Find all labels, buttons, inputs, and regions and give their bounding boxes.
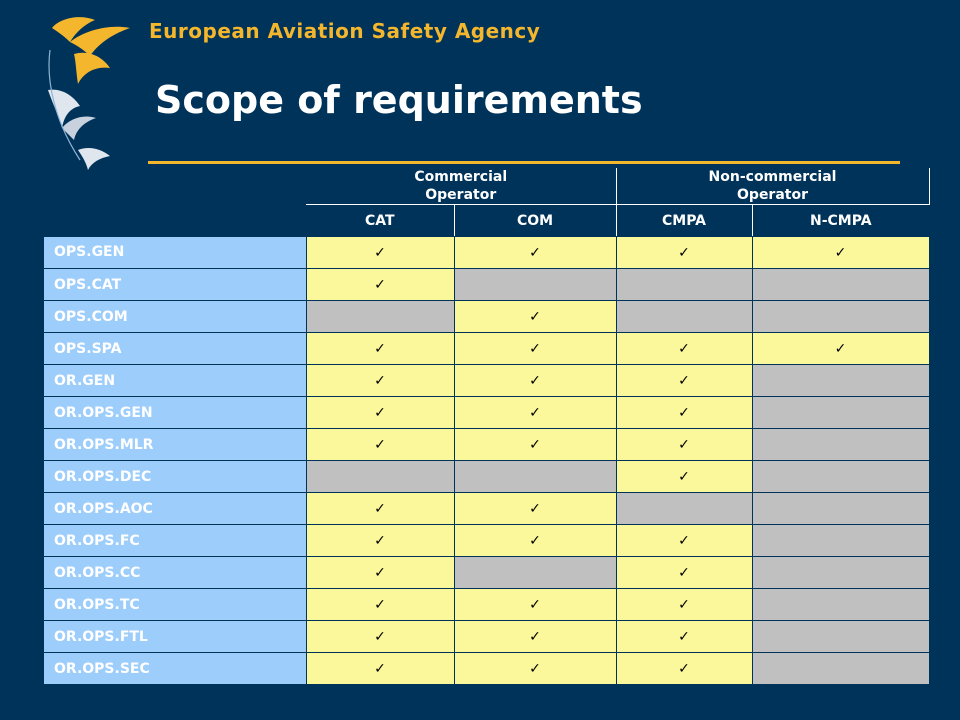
column-header-cat: CAT (306, 205, 454, 237)
check-icon: ✓ (678, 436, 690, 453)
applicable-cell (454, 589, 616, 621)
applicable-cell (306, 237, 454, 269)
check-icon: ✓ (374, 596, 386, 613)
not-applicable-cell (616, 493, 752, 525)
check-icon: ✓ (374, 500, 386, 517)
not-applicable-cell (752, 397, 929, 429)
applicable-cell (752, 237, 929, 269)
applicable-cell (454, 621, 616, 653)
table-row (44, 557, 929, 589)
applicable-cell (306, 333, 454, 365)
check-icon: ✓ (678, 596, 690, 613)
check-icon: ✓ (678, 660, 690, 677)
not-applicable-cell (752, 621, 929, 653)
group-header-row (44, 168, 929, 205)
corner-cell (44, 168, 306, 205)
not-applicable-cell (752, 493, 929, 525)
check-icon: ✓ (529, 340, 541, 357)
check-icon: ✓ (374, 660, 386, 677)
check-icon: ✓ (678, 244, 690, 261)
row-label: OPS.SPA (44, 333, 306, 365)
check-icon: ✓ (529, 308, 541, 325)
requirements-table (44, 168, 930, 685)
applicable-cell (454, 237, 616, 269)
check-icon: ✓ (374, 372, 386, 389)
group-non-commercial-operator (616, 168, 929, 205)
group-commercial-line2: Operator (425, 187, 497, 203)
applicable-cell (306, 365, 454, 397)
check-icon: ✓ (678, 404, 690, 421)
column-header-row (44, 205, 929, 237)
applicable-cell (454, 493, 616, 525)
applicable-cell (306, 397, 454, 429)
table-row (44, 653, 929, 685)
table-row (44, 333, 929, 365)
not-applicable-cell (752, 525, 929, 557)
applicable-cell (454, 301, 616, 333)
check-icon: ✓ (529, 244, 541, 261)
column-header-cmpa: CMPA (616, 205, 752, 237)
check-icon: ✓ (374, 628, 386, 645)
not-applicable-cell (616, 269, 752, 301)
table-row (44, 493, 929, 525)
check-icon: ✓ (374, 276, 386, 293)
applicable-cell (454, 525, 616, 557)
row-label: OR.OPS.AOC (44, 493, 306, 525)
check-icon: ✓ (834, 244, 847, 261)
applicable-cell (616, 653, 752, 685)
table-body (44, 237, 929, 685)
check-icon: ✓ (529, 436, 541, 453)
check-icon: ✓ (678, 468, 690, 485)
table-row (44, 365, 929, 397)
not-applicable-cell (454, 461, 616, 493)
check-icon: ✓ (529, 404, 541, 421)
check-icon: ✓ (374, 532, 386, 549)
agency-name: European Aviation Safety Agency (149, 19, 541, 43)
applicable-cell (306, 557, 454, 589)
applicable-cell (616, 589, 752, 621)
table-row (44, 269, 929, 301)
not-applicable-cell (752, 557, 929, 589)
applicable-cell (306, 621, 454, 653)
check-icon: ✓ (529, 500, 541, 517)
row-label: OPS.GEN (44, 237, 306, 269)
title-underline (148, 161, 900, 164)
applicable-cell (306, 653, 454, 685)
applicable-cell (616, 461, 752, 493)
check-icon: ✓ (678, 532, 690, 549)
not-applicable-cell (752, 269, 929, 301)
check-icon: ✓ (374, 564, 386, 581)
row-label: OPS.CAT (44, 269, 306, 301)
applicable-cell (306, 525, 454, 557)
check-icon: ✓ (529, 532, 541, 549)
applicable-cell (454, 653, 616, 685)
applicable-cell (616, 557, 752, 589)
applicable-cell (752, 333, 929, 365)
easa-logo (40, 10, 140, 170)
applicable-cell (616, 525, 752, 557)
applicable-cell (616, 621, 752, 653)
check-icon: ✓ (529, 372, 541, 389)
not-applicable-cell (306, 461, 454, 493)
check-icon: ✓ (678, 340, 690, 357)
row-label: OR.OPS.MLR (44, 429, 306, 461)
check-icon: ✓ (374, 340, 386, 357)
applicable-cell (616, 237, 752, 269)
check-icon: ✓ (374, 436, 386, 453)
column-header-n-cmpa: N-CMPA (752, 205, 929, 237)
applicable-cell (616, 429, 752, 461)
group-non-commercial-line1: Non-commercial (708, 169, 837, 185)
applicable-cell (454, 333, 616, 365)
group-commercial-operator (306, 168, 616, 205)
applicable-cell (616, 365, 752, 397)
row-label: OR.OPS.FC (44, 525, 306, 557)
check-icon: ✓ (374, 244, 386, 261)
check-icon: ✓ (678, 372, 690, 389)
check-icon: ✓ (529, 596, 541, 613)
table-row (44, 461, 929, 493)
row-label: OR.OPS.GEN (44, 397, 306, 429)
not-applicable-cell (306, 301, 454, 333)
table-row (44, 429, 929, 461)
table-row (44, 397, 929, 429)
not-applicable-cell (454, 557, 616, 589)
check-icon: ✓ (529, 628, 541, 645)
check-icon: ✓ (834, 340, 847, 357)
group-non-commercial-line2: Operator (737, 187, 808, 203)
group-commercial-line1: Commercial (414, 169, 508, 185)
row-label: OR.OPS.DEC (44, 461, 306, 493)
not-applicable-cell (454, 269, 616, 301)
column-header-com: COM (454, 205, 616, 237)
check-icon: ✓ (529, 660, 541, 677)
applicable-cell (616, 397, 752, 429)
not-applicable-cell (752, 429, 929, 461)
not-applicable-cell (752, 301, 929, 333)
table-row (44, 301, 929, 333)
applicable-cell (454, 397, 616, 429)
not-applicable-cell (752, 589, 929, 621)
page-title: Scope of requirements (155, 78, 643, 122)
table-row (44, 525, 929, 557)
applicable-cell (306, 493, 454, 525)
applicable-cell (616, 333, 752, 365)
applicable-cell (306, 589, 454, 621)
row-label: OR.GEN (44, 365, 306, 397)
table-row (44, 621, 929, 653)
row-label: OR.OPS.FTL (44, 621, 306, 653)
not-applicable-cell (752, 461, 929, 493)
not-applicable-cell (616, 301, 752, 333)
row-label: OR.OPS.SEC (44, 653, 306, 685)
row-label: OR.OPS.TC (44, 589, 306, 621)
corner-cell-2 (44, 205, 306, 237)
applicable-cell (454, 429, 616, 461)
not-applicable-cell (752, 365, 929, 397)
check-icon: ✓ (678, 628, 690, 645)
applicable-cell (454, 365, 616, 397)
table-row (44, 237, 929, 269)
check-icon: ✓ (678, 564, 690, 581)
table-row (44, 589, 929, 621)
row-label: OR.OPS.CC (44, 557, 306, 589)
applicable-cell (306, 269, 454, 301)
applicable-cell (306, 429, 454, 461)
not-applicable-cell (752, 653, 929, 685)
check-icon: ✓ (374, 404, 386, 421)
row-label: OPS.COM (44, 301, 306, 333)
